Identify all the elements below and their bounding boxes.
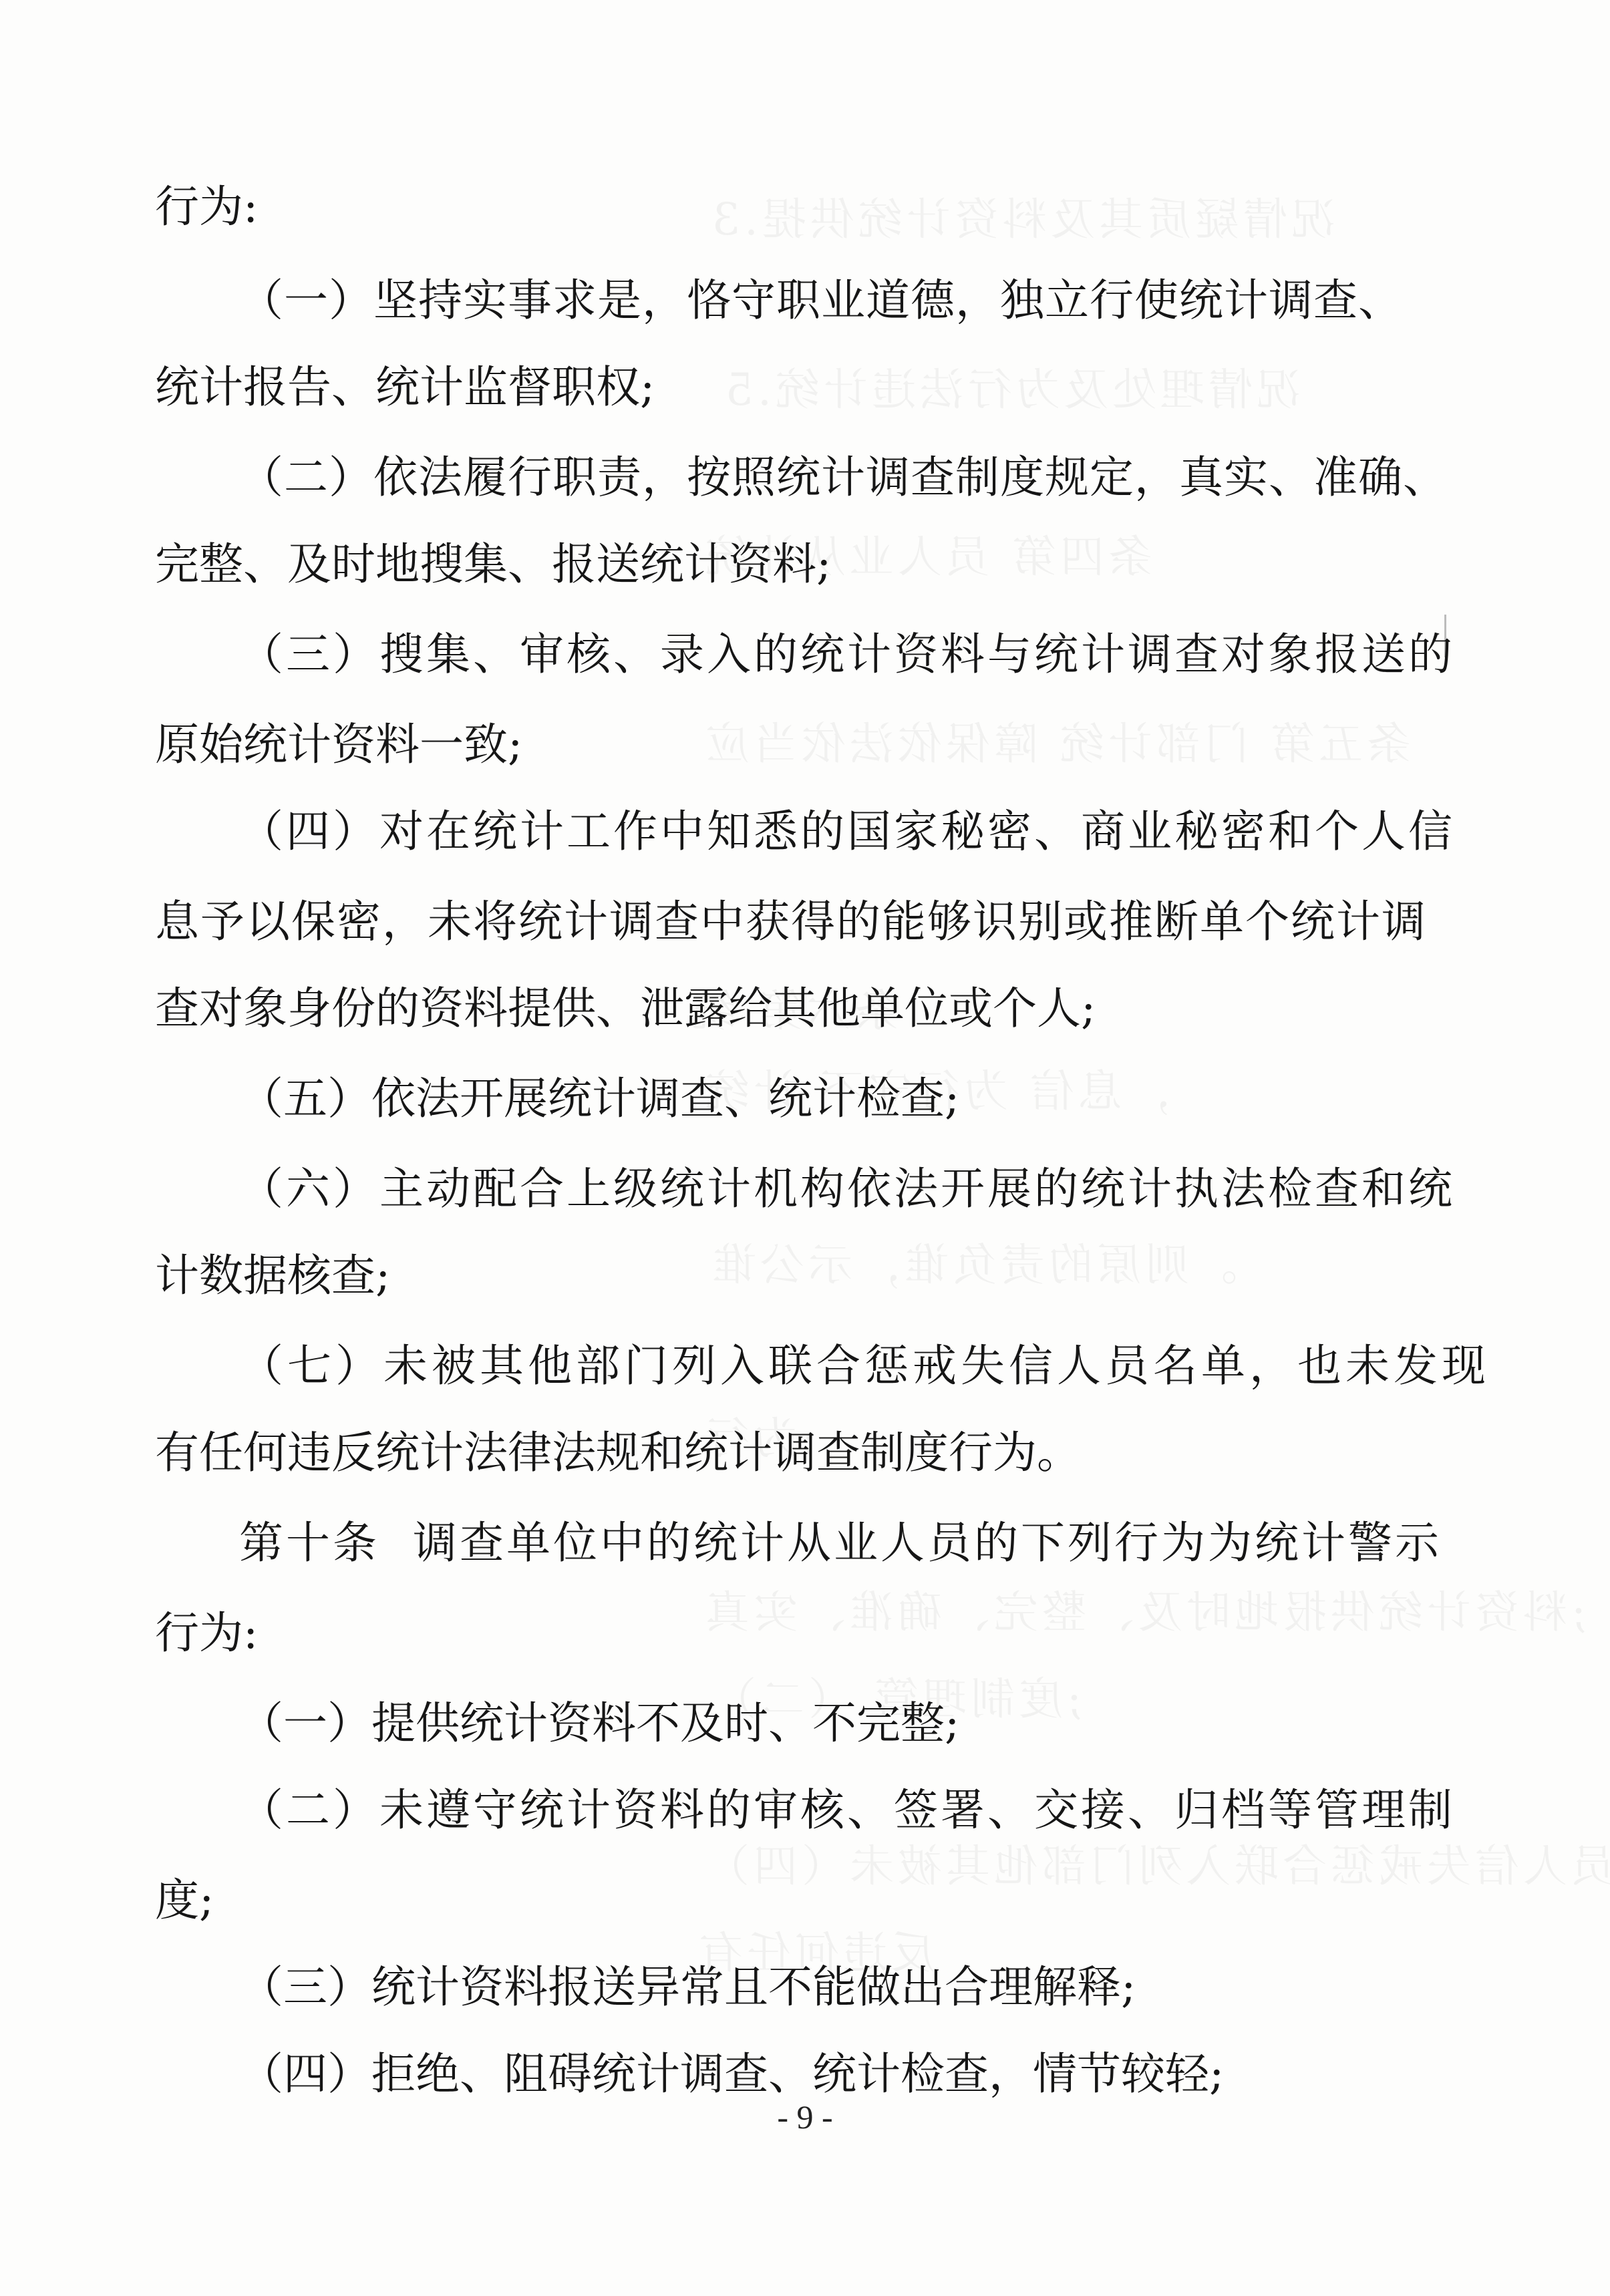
text-line-content: （三）搜集、审核、录入的统计资料与统计调查对象报送的: [239, 629, 1455, 680]
text-line-content: 行为:: [155, 181, 259, 232]
text-line: [0, 1683, 1610, 1764]
text-line: [0, 1503, 1610, 1583]
text-line: [0, 969, 1610, 1049]
text-line-content: （二）依法履行职责，按照统计调查制度规定，真实、准确、: [239, 452, 1448, 503]
text-line-content: （三）统计资料报送异常且不能做出合理解释;: [239, 1961, 1136, 2013]
text-line-content: 第十条 调查单位中的统计从业人员的下列行为为统计警示: [239, 1517, 1442, 1569]
text-line-content: 行为:: [155, 1607, 259, 1659]
text-line-content: 完整、及时地搜集、报送统计资料;: [155, 538, 832, 590]
text-line: [0, 524, 1610, 605]
text-line: [0, 167, 1610, 247]
text-line-content: 计数据核查;: [155, 1250, 391, 1301]
text-line: [0, 347, 1610, 428]
text-line-content: 息予以保密，未将统计调查中获得的能够识别或推断单个统计调: [155, 896, 1427, 947]
text-line: [0, 1413, 1610, 1493]
text-line: [0, 792, 1610, 872]
text-line-content: （一）提供统计资料不及时、不完整;: [239, 1697, 960, 1749]
text-line-content: （六）主动配合上级统计机构依法开展的统计执法检查和统: [239, 1163, 1455, 1214]
text-line-content: （四）拒绝、阻碍统计调查、统计检查，情节较轻;: [239, 2048, 1225, 2100]
text-line-content: （二）未遵守统计资料的审核、签署、交接、归档等管理制: [239, 1784, 1455, 1836]
text-line-content: （七）未被其他部门列入联合惩戒失信人员名单，也未发现: [239, 1340, 1490, 1391]
text-line: [0, 1860, 1610, 1941]
text-line-content: 查对象身份的资料提供、泄露给其他单位或个人;: [155, 983, 1096, 1034]
text-line: [0, 261, 1610, 341]
text-line-content: 统计报告、统计监督职权;: [155, 361, 655, 413]
text-line: [0, 1326, 1610, 1406]
text-line: [0, 1770, 1610, 1850]
text-line: [0, 705, 1610, 785]
text-line-content: （四）对在统计工作中知悉的国家秘密、商业秘密和个人信: [239, 806, 1455, 857]
text-line-content: 有任何违反统计法律法规和统计调查制度行为。: [155, 1427, 1081, 1478]
text-line: [0, 1593, 1610, 1673]
page-number: - 9 -: [777, 2098, 833, 2136]
text-line-content: （五）依法开展统计调查、统计检查;: [239, 1073, 960, 1124]
text-line: [0, 438, 1610, 518]
text-line: [0, 1149, 1610, 1229]
text-line: [0, 882, 1610, 962]
text-line-content: 度;: [155, 1874, 214, 1926]
text-line: [0, 1947, 1610, 2027]
text-line-content: （一）坚持实事求是，恪守职业道德，独立行使统计调查、: [239, 275, 1403, 326]
text-line: [0, 615, 1610, 695]
text-line-content: 原始统计资料一致;: [155, 719, 523, 770]
text-line: [0, 1236, 1610, 1316]
text-line: [0, 1059, 1610, 1139]
